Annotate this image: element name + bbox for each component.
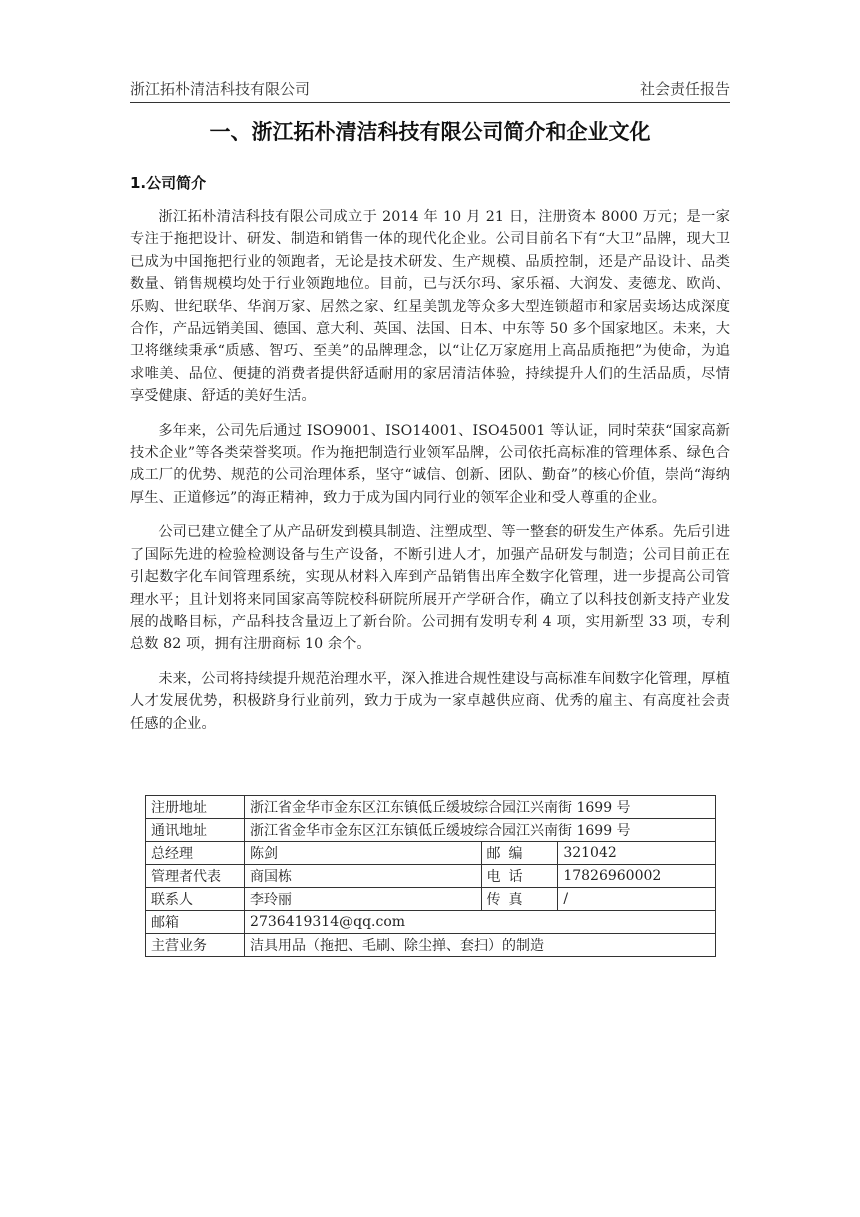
reg-address-value: 浙江省金华市金东区江东镇低丘缓坡综合园江兴南街 1699 号 — [245, 796, 716, 819]
table-row — [146, 796, 716, 819]
mail-address-label: 通讯地址 — [146, 819, 245, 842]
table-row — [146, 819, 716, 842]
body-text — [130, 206, 730, 747]
postcode-label: 邮编 — [481, 842, 558, 865]
fax-label: 传真 — [481, 888, 558, 911]
gm-label: 总经理 — [146, 842, 245, 865]
table-row — [146, 911, 716, 934]
table-row — [146, 888, 716, 911]
business-value: 洁具用品（拖把、毛刷、除尘掸、套扫）的制造 — [245, 934, 716, 957]
header-report-name: 社会责任报告 — [639, 80, 730, 98]
company-info-table — [145, 795, 716, 957]
email-label: 邮箱 — [146, 911, 245, 934]
reg-address-label: 注册地址 — [146, 796, 245, 819]
fax-value: / — [558, 888, 716, 911]
postcode-value: 321042 — [558, 842, 716, 865]
gm-value: 陈剑 — [245, 842, 481, 865]
page-title: 一、浙江拓朴清洁科技有限公司简介和企业文化 — [209, 120, 651, 144]
email-value: 2736419314@qq.com — [245, 911, 716, 934]
mail-address-value: 浙江省金华市金东区江东镇低丘缓坡综合园江兴南街 1699 号 — [245, 819, 716, 842]
section-heading: 1.公司简介 — [130, 174, 207, 192]
contact-value: 李玲丽 — [245, 888, 481, 911]
table-row — [146, 934, 716, 957]
paragraph-certifications: 多年来，公司先后通过 ISO9001、ISO14001、ISO45001 等认证，同时荣获“国家高新技术企业”等各类荣誉奖项。作为拖把制造行业领军品牌，公司依托高标准的管理体系、绿色合成工厂的优势、规范的公司治理体系，坚守“诚信、创新、团队、勤奋”的核心价值，崇尚“海纳厚生、正道修远”的海正精神，致力于成为国内同行业的领军企业和受人尊重的企业。 — [130, 422, 730, 506]
table-row — [146, 842, 716, 865]
paragraph-intro: 浙江拓朴清洁科技有限公司成立于 2014 年 10 月 21 日，注册资本 8000 万元；是一家专注于拖把设计、研发、制造和销售一体的现代化企业。公司目前名下有“大卫”品牌，现大卫已成为中国拖把行业的领跑者，无论是技术研发、生产规模、品质控制，还是产品设计、品类数量、销售规模均处于行业领跑地位。目前，已与沃尔玛、家乐福、大润发、麦德龙、欧尚、乐购、世纪联华、华润万家、居然之家、红星美凯龙等众多大型连锁超市和家居卖场达成深度合作，产品远销美国、德国、意大利、英国、法国、日本、中东等 50 多个国家地区。未来，大卫将继续秉承“质感、智巧、至美”的品牌理念，以“让亿万家庭用上高品质拖把”为使命，为追求唯美、品位、便捷的消费者提供舒适耐用的家居清洁体验，持续提升人们的生活品质，尽情享受健康、舒适的美好生活。 — [130, 209, 730, 405]
manager-rep-label: 管理者代表 — [146, 865, 245, 888]
paragraph-rnd-system: 公司已建立健全了从产品研发到模具制造、注塑成型、等一整套的研发生产体系。先后引进了国际先进的检验检测设备与生产设备，不断引进人才，加强产品研发与制造；公司目前正在引起数字化车间管理系统，实现从材料入库到产品销售出库全数字化管理，进一步提高公司管理水平；且计划将来同国家高等院校科研院所展开产学研合作，确立了以科技创新支持产业发展的战略目标，产品科技含量迈上了新台阶。公司拥有发明专利 4 项，实用新型 33 项，专利总数 82 项，拥有注册商标 10 余个。 — [130, 524, 730, 653]
table-row — [146, 865, 716, 888]
header-company-name: 浙江拓朴清洁科技有限公司 — [130, 80, 311, 98]
phone-label: 电话 — [481, 865, 558, 888]
business-label: 主营业务 — [146, 934, 245, 957]
page-header — [130, 74, 730, 103]
paragraph-future: 未来，公司将持续提升规范治理水平，深入推进合规性建设与高标准车间数字化管理，厚植人才发展优势，积极跻身行业前列，致力于成为一家卓越供应商、优秀的雇主、有高度社会责任感的企业。 — [130, 670, 730, 732]
contact-label: 联系人 — [146, 888, 245, 911]
phone-value: 17826960002 — [558, 865, 716, 888]
manager-rep-value: 商国栋 — [245, 865, 481, 888]
